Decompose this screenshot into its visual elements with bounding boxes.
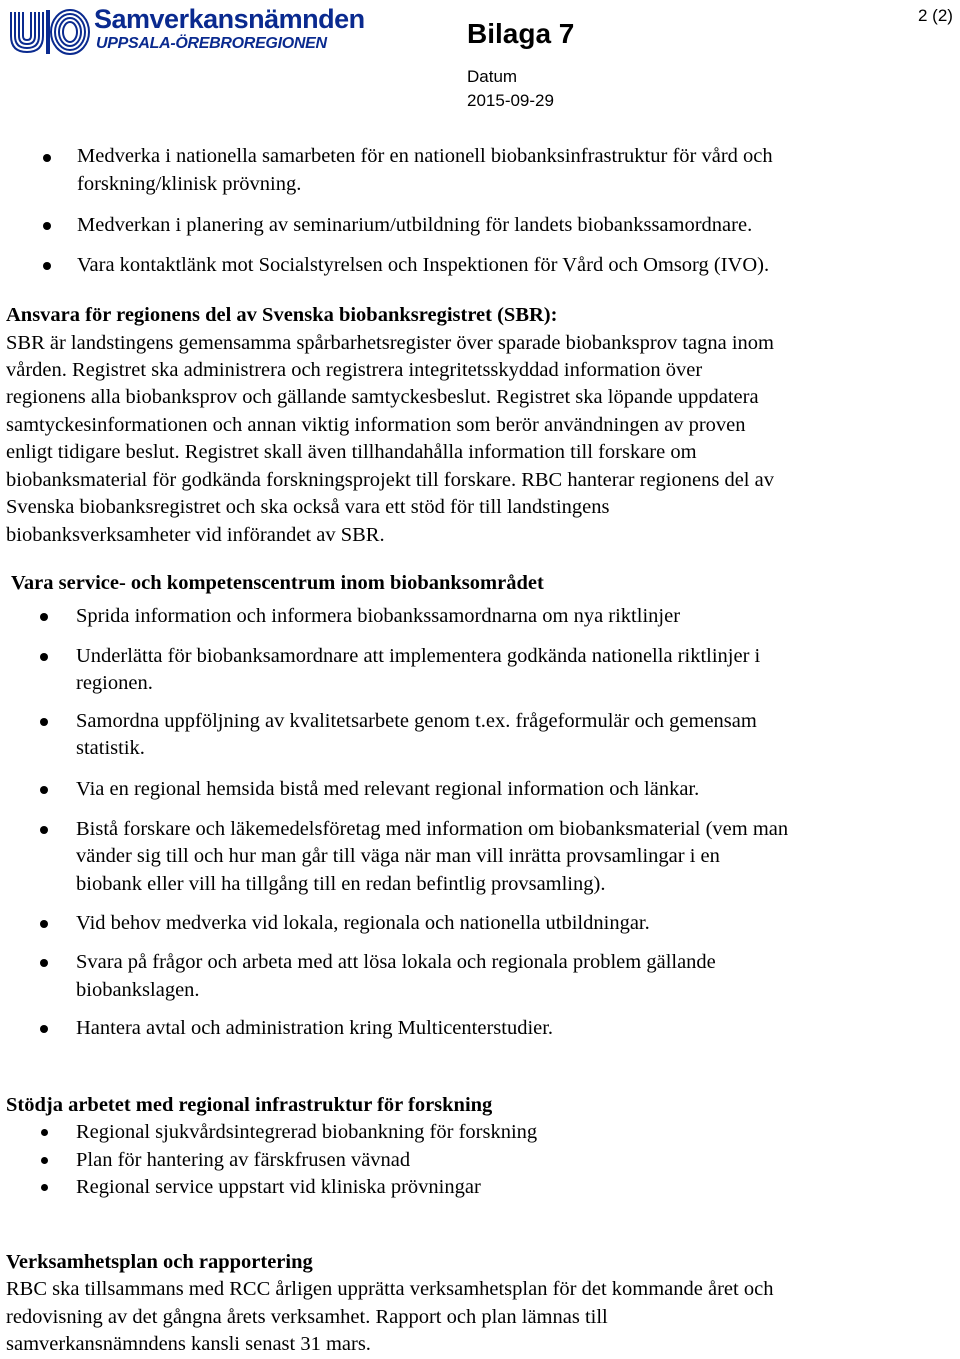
section-heading-service: Vara service- och kompetenscentrum inom biobanksområdet (11, 572, 544, 594)
list-item-line: Vid behov medverka vid lokala, regionala och nationella utbildningar. (76, 912, 650, 934)
section-heading-infra: Stödja arbetet med regional infrastruktur för forskning (6, 1094, 493, 1116)
paragraph-line: samverkansnämndens kansli senast 31 mars. (6, 1333, 371, 1355)
paragraph-line: biobanksverksamheter vid införandet av SBR. (6, 524, 385, 546)
bullet-icon (41, 1157, 48, 1164)
list-item-line: regionen. (76, 672, 153, 694)
doc-label: Bilaga 7 (467, 18, 575, 49)
paragraph-line: samtyckesinformationen och annan viktig information som berör användningen av proven (6, 414, 746, 436)
paragraph-line: Svenska biobanksregistret och ska också vara ett stöd för till landstingens (6, 496, 610, 518)
list-item: Regional sjukvårdsintegrerad biobankning för forskning (76, 1121, 538, 1143)
list-item-line: Sprida information och informera biobankssamordnarna om nya riktlinjer (76, 605, 681, 627)
bullet-icon (40, 920, 48, 928)
section-heading-sbr: Ansvara för regionens del av Svenska biobanksregistret (SBR): (6, 304, 558, 326)
bullet-icon (40, 613, 48, 621)
list-item-line: Via en regional hemsida bistå med relevant regional information och länkar. (76, 778, 700, 800)
list-item-line: Svara på frågor och arbeta med att lösa lokala och regionala problem gällande (76, 951, 716, 973)
paragraph-line: biobanksmaterial för godkända forskningsprojekt till forskare. RBC hanterar regionens del av (6, 469, 774, 491)
paragraph-line: RBC ska tillsammans med RCC årligen upprätta verksamhetsplan för det kommande året och (6, 1278, 774, 1300)
bullet-icon (43, 154, 51, 162)
list-item-line: Bistå forskare och läkemedelsföretag med information om biobanksmaterial (vem man (76, 818, 789, 840)
bullet-icon (41, 1184, 48, 1191)
paragraph-line: redovisning av det gångna årets verksamhet. Rapport och plan lämnas till (6, 1306, 608, 1328)
list-item-line: vänder sig till och hur man går till väga när man vill inrätta provsamlingar i en (76, 845, 720, 867)
date-value: 2015-09-29 (467, 91, 554, 110)
bullet-icon (43, 262, 51, 270)
bullet-icon (40, 653, 48, 661)
bullet-icon (43, 222, 51, 230)
list-item-line: biobankslagen. (76, 979, 200, 1001)
list-item-line: biobank eller vill ha tillgång till en redan befintlig provsamling). (76, 873, 606, 895)
org-region: UPPSALA-ÖREBROREGIONEN (96, 35, 327, 52)
list-item: Regional service uppstart vid kliniska prövningar (76, 1176, 481, 1198)
bullet-icon (40, 826, 48, 834)
list-item-line: forskning/klinisk prövning. (77, 173, 302, 195)
list-item-line: Medverka i nationella samarbeten för en nationell biobanksinfrastruktur för vård och (77, 145, 773, 167)
date-label: Datum (467, 67, 518, 86)
list-item-line: Samordna uppföljning av kvalitetsarbete genom t.ex. frågeformulär och gemensam (76, 710, 757, 732)
list-item: Plan för hantering av färskfrusen vävnad (76, 1149, 411, 1171)
bullet-icon (40, 786, 48, 794)
paragraph-line: vården. Registret ska administrera och registrera integritetsskyddad information över (6, 359, 703, 381)
paragraph-line: enligt tidigare beslut. Registret skall även tillhandahålla information till forskare om (6, 441, 697, 463)
bullet-icon (40, 718, 48, 726)
list-item-line: Underlätta för biobanksamordnare att implementera godkända nationella riktlinjer i (76, 645, 761, 667)
bullet-icon (40, 1025, 48, 1033)
list-item-line: Medverkan i planering av seminarium/utbildning för landets biobankssamordnare. (77, 214, 753, 236)
paragraph-line: SBR är landstingens gemensamma spårbarhetsregister över sparade biobanksprov tagna inom (6, 332, 774, 354)
page-number: 2 (2) (918, 6, 953, 25)
list-item-line: Vara kontaktlänk mot Socialstyrelsen och Inspektionen för Vård och Omsorg (IVO). (77, 254, 770, 276)
section-heading-plan: Verksamhetsplan och rapportering (6, 1251, 313, 1273)
bullet-icon (41, 1129, 48, 1136)
logo-mark-icon (8, 6, 92, 58)
list-item-line: statistik. (76, 737, 145, 759)
org-name: Samverkansnämnden (94, 4, 365, 34)
paragraph-line: regionens alla biobanksprov och gällande samtyckesbeslut. Registret ska löpande uppdatera (6, 386, 759, 408)
bullet-icon (40, 959, 48, 967)
list-item-line: Hantera avtal och administration kring Multicenterstudier. (76, 1017, 554, 1039)
